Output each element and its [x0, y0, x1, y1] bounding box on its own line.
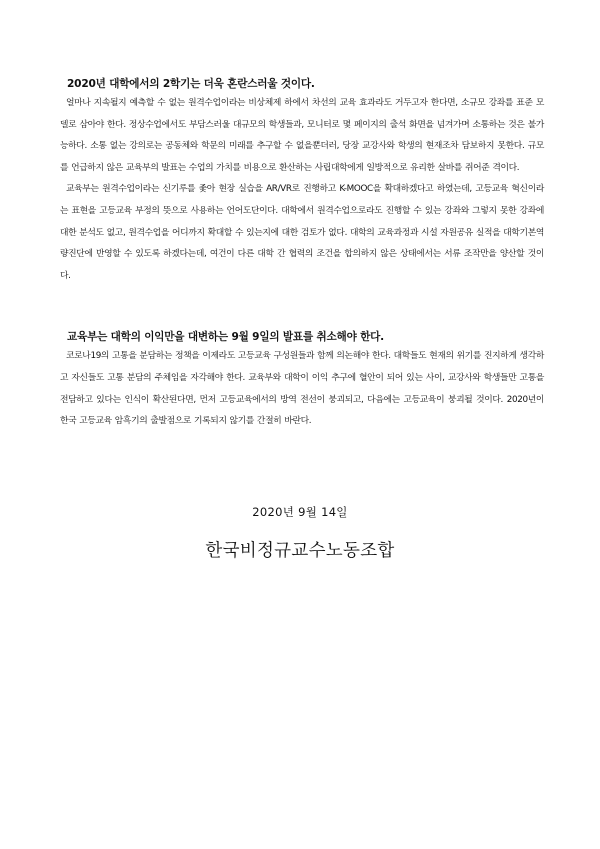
organization-signature: 한국비정규교수노동조합 — [205, 541, 395, 561]
document-body — [60, 76, 544, 433]
section-heading: 교육부는 대학의 이익만을 대변하는 9월 9일의 발표를 취소해야 한다. — [67, 331, 384, 344]
paragraph: 얼마나 지속될지 예측할 수 없는 원격수업이라는 비상체제 하에서 차선의 교육 효과라도 거두고자 한다면, 소규모 강좌를 표준 모델로 삼아야 한다. 정상수업에서도 부담스러울 대규모의 학생들과, 모니터로 몇 페이지의 출석 화면을 넘겨가며 소통하는 것은 불가능하다. 소통 없는 강의로는 공동체와 학문의 미래를 추구할 수 없을뿐더러, 당장 교강사와 학생의 현재조차 담보하지 못한다. 규모를 언급하지 않은 교육부의 발표는 수업의 가치를 비용으로 환산하는 사립대학에게 일방적으로 유리한 살바를 쥐어준 격이다. — [60, 98, 544, 173]
section-second-semester — [60, 76, 544, 287]
paragraph: 교육부는 원격수업이라는 신기루를 좇아 현장 실습을 AR/VR로 진행하고 K-MOOC을 확대하겠다고 하였는데, 고등교육 혁신이라는 표현을 고등교육 부정의 뜻으로 사용하는 언어도단이다. 대학에서 원격수업으로라도 진행할 수 있는 강좌와 그렇지 못한 강좌에 대한 분석도 없고, 원격수업을 어디까지 확대할 수 있는지에 대한 검토가 없다. 대학의 교육과정과 시설 자원공유 실적을 대학기본역량진단에 반영할 수 있도록 하겠다는데, 여건이 다른 대학 간 협력의 조건을 합의하지 않은 상태에서는 서류 조작만을 양산할 것이다. — [60, 184, 544, 281]
section-ministry-announcement — [60, 329, 544, 432]
paragraph: 코로나19의 고통을 분담하는 정책을 이제라도 고등교육 구성원들과 함께 의논해야 한다. 대학들도 현재의 위기를 진지하게 생각하고 자신들도 고통 분담의 주체임을 자각해야 한다. 교육부와 대학이 이익 추구에 혈안이 되어 있는 사이, 교강사와 학생들만 고통을 전담하고 있다는 인식이 확산된다면, 먼저 고등교육에서의 방역 전선이 붕괴되고, 다음에는 고등교육이 붕괴될 것이다. 2020년이 한국 고등교육 암흑기의 출발점으로 기록되지 않기를 간절히 바란다. — [60, 351, 544, 427]
section-heading: 2020년 대학에서의 2학기는 더욱 혼란스러울 것이다. — [67, 78, 315, 90]
document-date: 2020년 9월 14일 — [252, 505, 348, 519]
